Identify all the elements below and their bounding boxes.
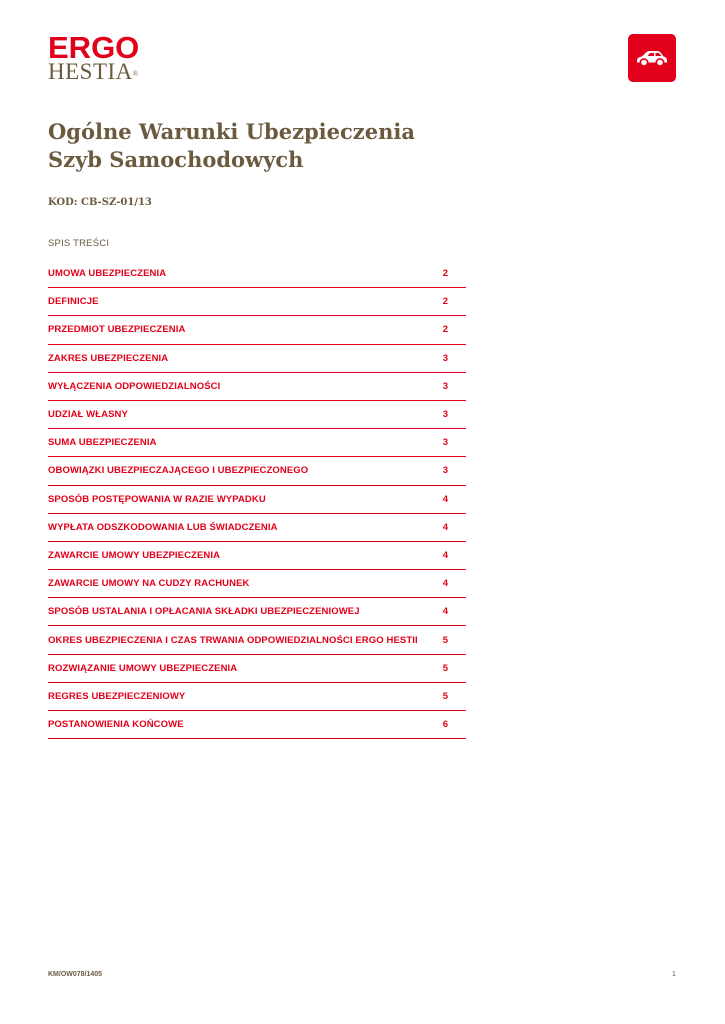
title-line-1: Ogólne Warunki Ubezpieczenia bbox=[48, 119, 415, 144]
toc-item[interactable] bbox=[48, 626, 466, 654]
toc-item-page: 2 bbox=[442, 296, 448, 308]
table-of-contents bbox=[48, 260, 466, 739]
toc-item[interactable] bbox=[48, 598, 466, 626]
footer-page-number: 1 bbox=[672, 971, 676, 978]
logo-hestia-text bbox=[48, 61, 158, 83]
toc-item[interactable] bbox=[48, 683, 466, 711]
toc-item-label: PRZEDMIOT UBEZPIECZENIA bbox=[48, 324, 186, 336]
toc-item-page: 4 bbox=[442, 606, 448, 618]
toc-item[interactable] bbox=[48, 457, 466, 485]
toc-item-label: WYŁĄCZENIA ODPOWIEDZIALNOŚCI bbox=[48, 380, 221, 392]
document-code: KOD: CB-SZ-01/13 bbox=[48, 197, 152, 208]
toc-item-label: OBOWIĄZKI UBEZPIECZAJĄCEGO I UBEZPIECZONEGO bbox=[48, 465, 309, 477]
toc-item-page: 3 bbox=[442, 437, 448, 449]
toc-item-page: 6 bbox=[442, 719, 448, 731]
registered-mark: ® bbox=[132, 70, 139, 78]
toc-item-label: DEFINICJE bbox=[48, 296, 99, 308]
toc-item-label: ZAKRES UBEZPIECZENIA bbox=[48, 352, 169, 364]
toc-item-page: 3 bbox=[442, 465, 448, 477]
toc-item-label: WYPŁATA ODSZKODOWANIA LUB ŚWIADCZENIA bbox=[48, 521, 278, 533]
toc-item[interactable] bbox=[48, 486, 466, 514]
toc-item[interactable] bbox=[48, 711, 466, 739]
footer-document-code: KM/OW078/1405 bbox=[48, 971, 103, 978]
toc-item[interactable] bbox=[48, 542, 466, 570]
toc-item-page: 4 bbox=[442, 493, 448, 505]
logo-hestia-word: HESTIA bbox=[48, 59, 133, 84]
toc-heading: SPIS TREŚCI bbox=[48, 238, 110, 249]
title-line-2: Szyb Samochodowych bbox=[48, 147, 304, 172]
toc-item[interactable] bbox=[48, 345, 466, 373]
toc-item-label: OKRES UBEZPIECZENIA I CZAS TRWANIA ODPOWIEDZIALNOŚCI ERGO HESTII bbox=[48, 634, 418, 646]
toc-item-label: ZAWARCIE UMOWY NA CUDZY RACHUNEK bbox=[48, 578, 250, 590]
toc-item[interactable] bbox=[48, 260, 466, 288]
toc-item-page: 2 bbox=[442, 324, 448, 336]
toc-item-label: SUMA UBEZPIECZENIA bbox=[48, 437, 157, 449]
toc-item-label: UDZIAŁ WŁASNY bbox=[48, 409, 128, 421]
toc-item-page: 5 bbox=[442, 662, 448, 674]
toc-item-page: 5 bbox=[442, 690, 448, 702]
toc-item-page: 5 bbox=[442, 634, 448, 646]
toc-item-page: 3 bbox=[442, 380, 448, 392]
toc-item-page: 4 bbox=[442, 578, 448, 590]
toc-item-page: 2 bbox=[442, 268, 448, 280]
toc-item-label: ZAWARCIE UMOWY UBEZPIECZENIA bbox=[48, 549, 221, 561]
toc-item-page: 3 bbox=[442, 409, 448, 421]
toc-item-label: REGRES UBEZPIECZENIOWY bbox=[48, 690, 186, 702]
logo-ergo-text: ERGO bbox=[48, 30, 140, 65]
toc-item-label: ROZWIĄZANIE UMOWY UBEZPIECZENIA bbox=[48, 662, 238, 674]
toc-item[interactable] bbox=[48, 316, 466, 344]
toc-item[interactable] bbox=[48, 570, 466, 598]
toc-item-label: UMOWA UBEZPIECZENIA bbox=[48, 268, 167, 280]
toc-item-label: SPOSÓB POSTĘPOWANIA W RAZIE WYPADKU bbox=[48, 493, 266, 505]
toc-item[interactable] bbox=[48, 655, 466, 683]
toc-item[interactable] bbox=[48, 373, 466, 401]
toc-item-label: SPOSÓB USTALANIA I OPŁACANIA SKŁADKI UBEZPIECZENIOWEJ bbox=[48, 606, 360, 618]
toc-item[interactable] bbox=[48, 401, 466, 429]
document-title bbox=[48, 118, 415, 174]
car-icon bbox=[635, 48, 669, 68]
toc-item-page: 3 bbox=[442, 352, 448, 364]
toc-item[interactable] bbox=[48, 288, 466, 316]
ergo-hestia-logo bbox=[48, 30, 158, 84]
toc-item-page: 4 bbox=[442, 549, 448, 561]
car-badge bbox=[628, 34, 676, 82]
toc-item-page: 4 bbox=[442, 521, 448, 533]
toc-item[interactable] bbox=[48, 429, 466, 457]
toc-item-label: POSTANOWIENIA KOŃCOWE bbox=[48, 719, 184, 731]
toc-item[interactable] bbox=[48, 514, 466, 542]
